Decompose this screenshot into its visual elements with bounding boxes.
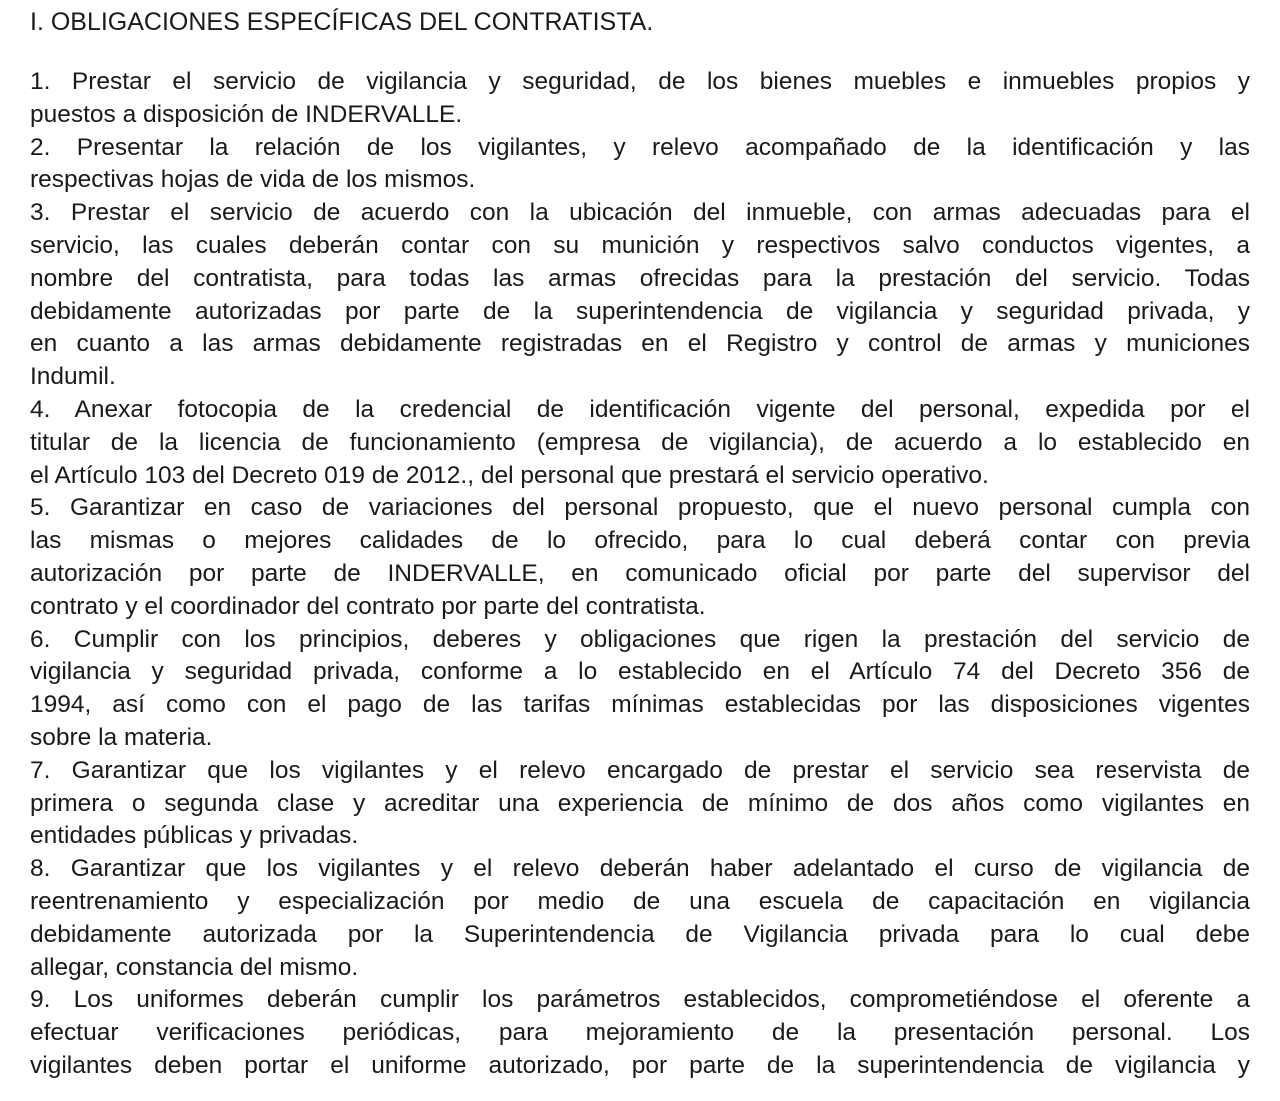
text-line: debidamente autorizada por la Superintendencia de Vigilancia privada para lo cual debe — [30, 920, 1250, 948]
obligation-item — [30, 132, 1250, 198]
section-title: I. OBLIGACIONES ESPECÍFICAS DEL CONTRATISTA. — [30, 8, 654, 36]
text-line: respectivas hojas de vida de los mismos. — [30, 166, 476, 194]
text-line: 5. Garantizar en caso de variaciones del personal propuesto, que el nuevo personal cumpla con — [30, 494, 1250, 522]
text-line: allegar, constancia del mismo. — [30, 953, 359, 981]
text-line: las mismas o mejores calidades de lo ofrecido, para lo cual deberá contar con previa — [30, 527, 1250, 555]
text-line: entidades públicas y privadas. — [30, 822, 359, 850]
obligation-item — [30, 755, 1250, 853]
text-line: contrato y el coordinador del contrato por parte del contratista. — [30, 592, 706, 620]
text-line: 7. Garantizar que los vigilantes y el relevo encargado de prestar el servicio sea reservista de — [30, 756, 1250, 784]
obligations-list — [30, 66, 1250, 1083]
text-line: 6. Cumplir con los principios, deberes y obligaciones que rigen la prestación del servicio de — [30, 625, 1250, 653]
obligation-item — [30, 624, 1250, 755]
text-line: 2. Presentar la relación de los vigilantes, y relevo acompañado de la identificación y las — [30, 133, 1250, 161]
text-line: vigilantes deben portar el uniforme autorizado, por parte de la superintendencia de vigilancia y — [30, 1051, 1250, 1079]
obligation-item — [30, 66, 1250, 132]
text-line: autorización por parte de INDERVALLE, en comunicado oficial por parte del supervisor del — [30, 559, 1250, 587]
text-line: debidamente autorizadas por parte de la superintendencia de vigilancia y seguridad privada, y — [30, 297, 1250, 325]
text-line: el Artículo 103 del Decreto 019 de 2012., del personal que prestará el servicio operativo. — [30, 461, 989, 489]
text-line: 1. Prestar el servicio de vigilancia y seguridad, de los bienes muebles e inmuebles propios y — [30, 68, 1250, 95]
text-line: efectuar verificaciones periódicas, para mejoramiento de la presentación personal. Los — [30, 1019, 1250, 1047]
text-line: titular de la licencia de funcionamiento (empresa de vigilancia), de acuerdo a lo establecido en — [30, 428, 1250, 456]
text-line: Indumil. — [30, 363, 116, 391]
obligation-item — [30, 492, 1250, 623]
text-line: 4. Anexar fotocopia de la credencial de identificación vigente del personal, expedida por el — [30, 395, 1250, 423]
text-line: 3. Prestar el servicio de acuerdo con la ubicación del inmueble, con armas adecuadas para el — [30, 199, 1250, 227]
text-line: vigilancia y seguridad privada, conforme a lo establecido en el Artículo 74 del Decreto 356 de — [30, 658, 1250, 686]
obligation-item — [30, 394, 1250, 492]
text-line: sobre la materia. — [30, 723, 213, 751]
text-line: servicio, las cuales deberán contar con su munición y respectivos salvo conductos vigentes, a — [30, 231, 1250, 259]
obligation-item — [30, 853, 1250, 984]
text-line: primera o segunda clase y acreditar una experiencia de mínimo de dos años como vigilantes en — [30, 789, 1250, 817]
text-line: 1994, así como con el pago de las tarifas mínimas establecidas por las disposiciones vigentes — [30, 691, 1250, 719]
text-line: nombre del contratista, para todas las armas ofrecidas para la prestación del servicio. Todas — [30, 264, 1250, 292]
text-line: reentrenamiento y especialización por medio de una escuela de capacitación en vigilancia — [30, 887, 1250, 915]
text-line: 8. Garantizar que los vigilantes y el relevo deberán haber adelantado el curso de vigilancia de — [30, 855, 1250, 883]
text-line: 9. Los uniformes deberán cumplir los parámetros establecidos, comprometiéndose el oferente a — [30, 986, 1250, 1014]
obligation-item — [30, 197, 1250, 394]
text-line: en cuanto a las armas debidamente registradas en el Registro y control de armas y municiones — [30, 330, 1250, 358]
obligation-item — [30, 984, 1250, 1082]
text-line: puestos a disposición de INDERVALLE. — [30, 100, 463, 128]
